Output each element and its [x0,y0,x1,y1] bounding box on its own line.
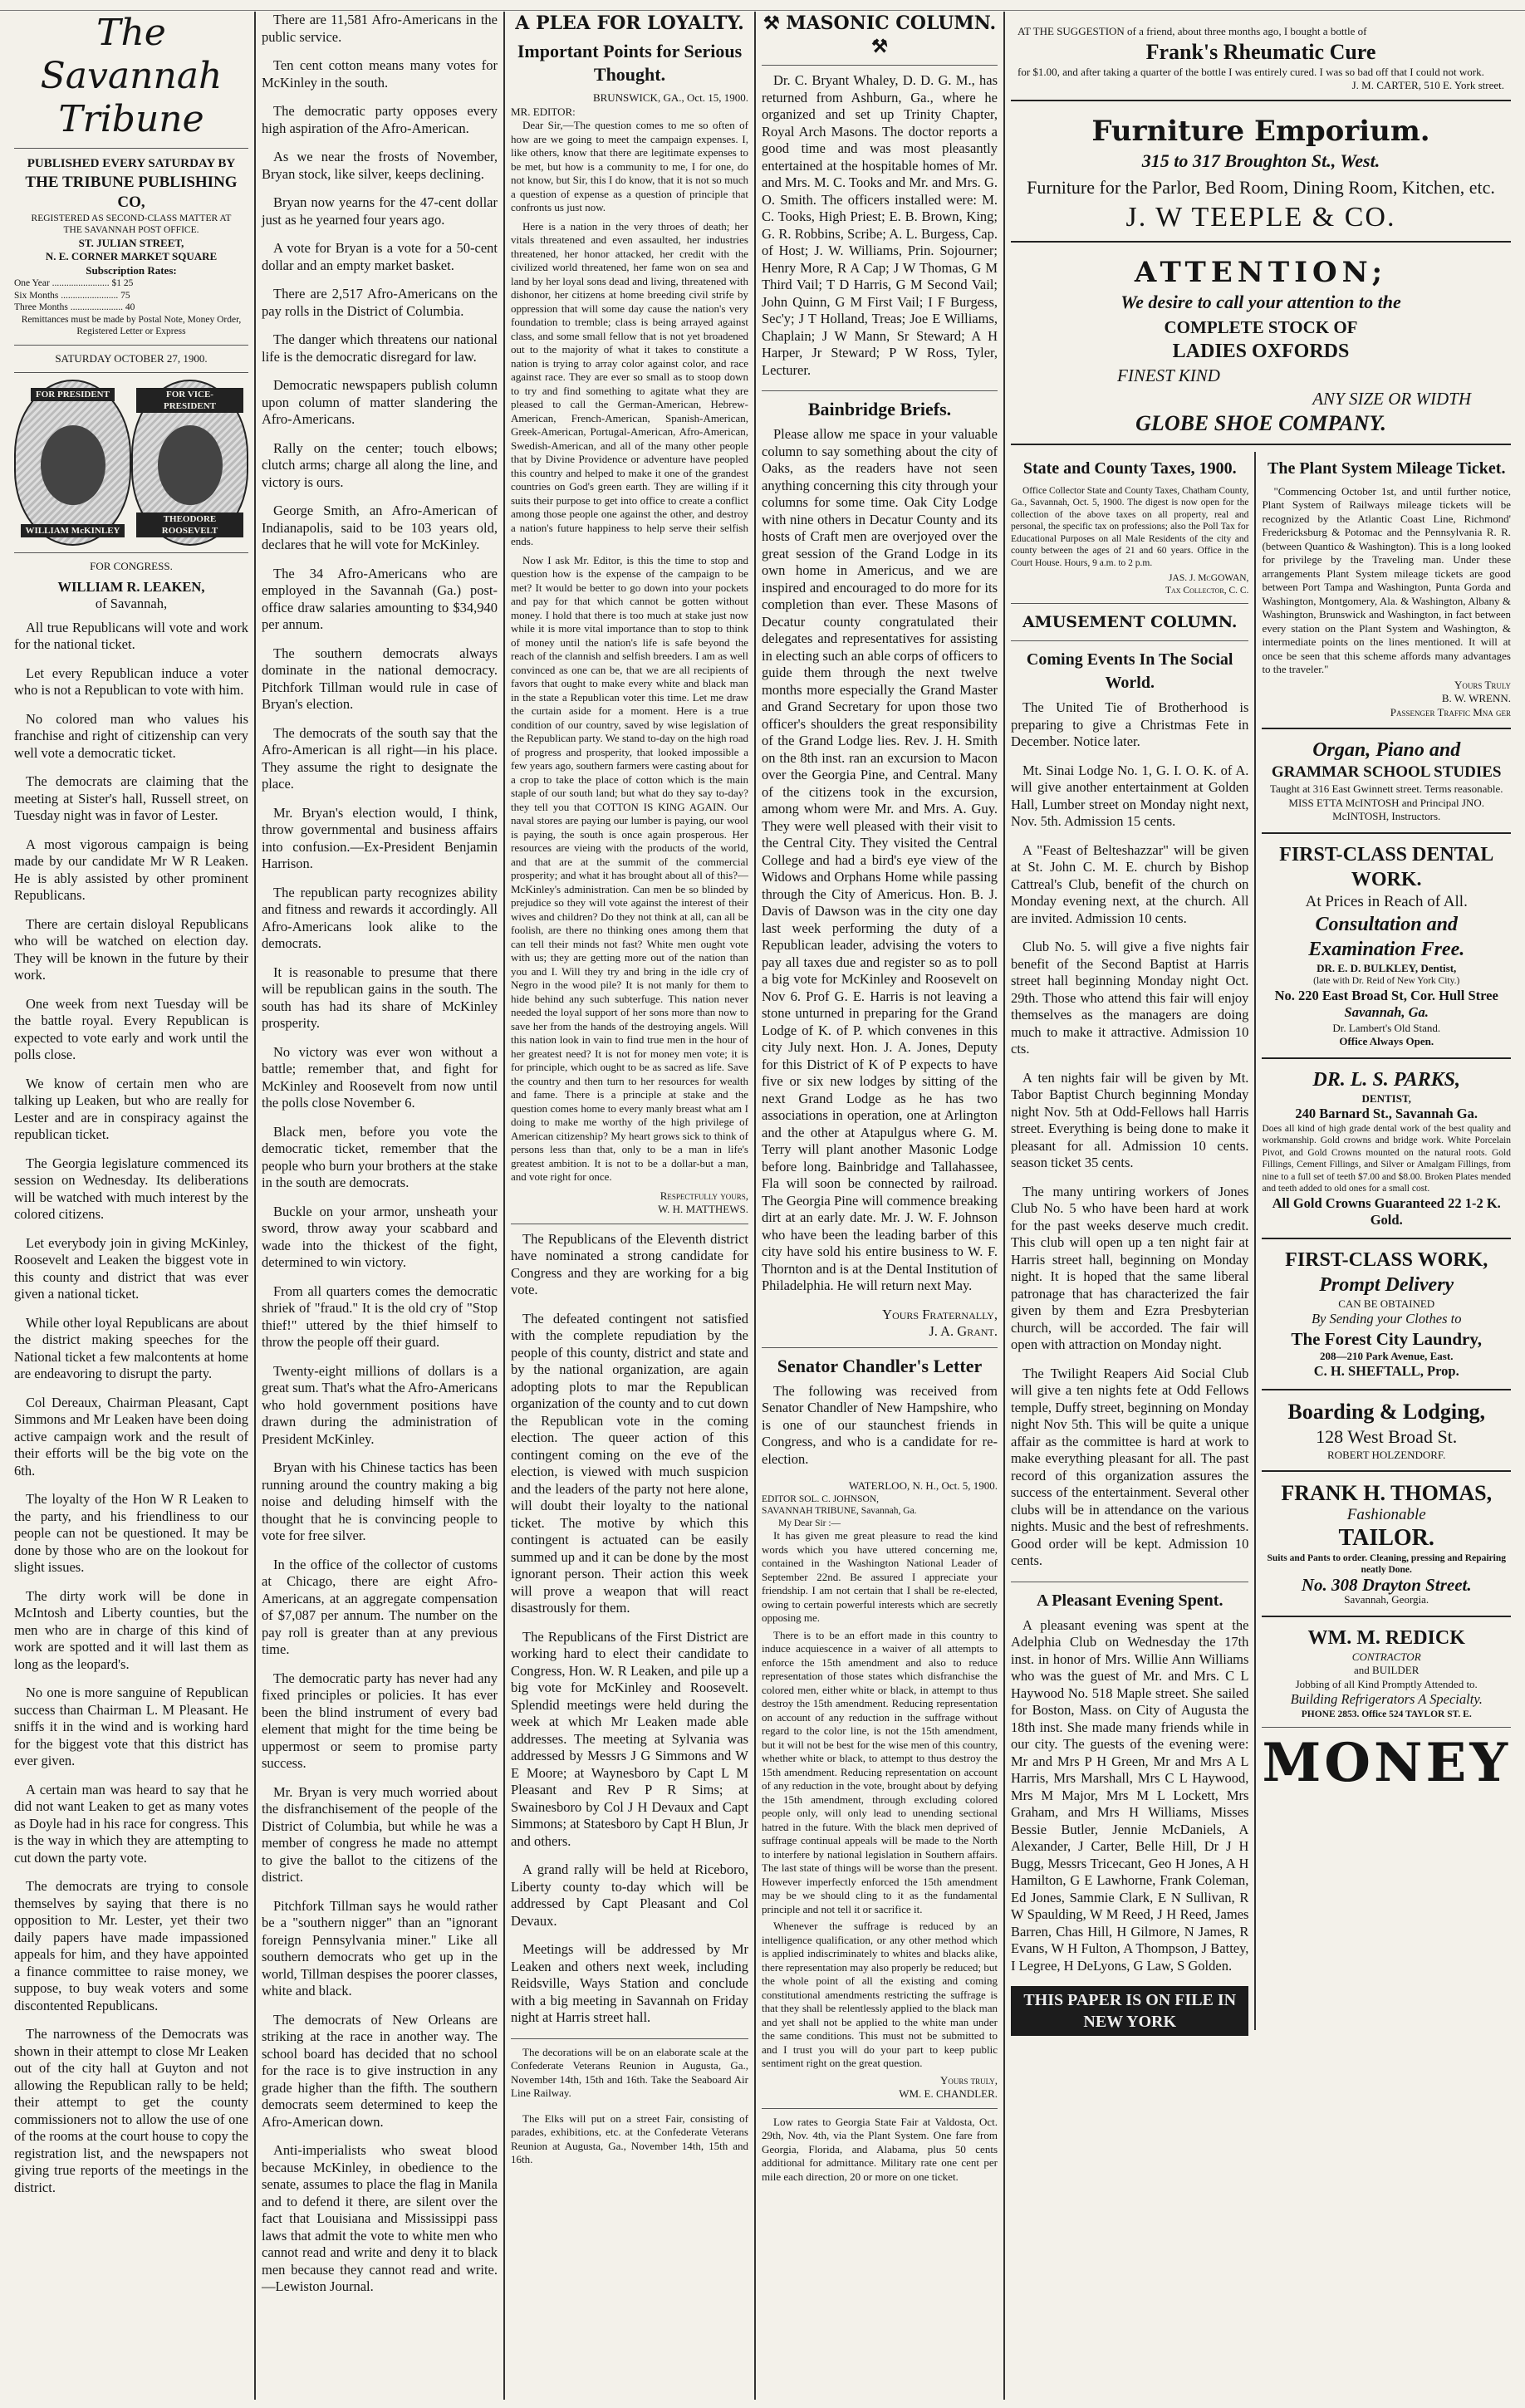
event-3: A "Feast of Belteshazzar" will be given at St. John C. M. E. church by Bishop Cattreal's Club, benefit of the church on Monday evening next, at the church. All are invited. Admission 10 cents. [1011,841,1249,926]
chandler-letter-2: There is to be an effort made in this country to induce acquiescence in a waiver of all attempts to enforce the 15th amendment and also to reduce representation of those states which disfranchise the colored men, either white or black, in attempt to thus destroy the 15th amendment. Reducing representation on account of any reduction in the suffrage without regard to the color line, is not the 15th amendment, but it will not be best for the wise men of this country, whether white or black, to attempt to thus destroy the 15th amendment. Reducing representation on account of any reduction in the vote, brought about by defying the 15th amendment, through excluding colored people only, will only lead to unending sectional hatred in the future. With the black men deprived of suffrage continual appeals will be made to the North to interfere by national legislation in Southern affairs. The last state of things will be worse than the present. However imperfectly enforced the 15th amendment may be we should cling to it as the fundamental principle and not tell it or sacrifice it. [762,1628,998,1915]
square-compass-icon: ⚒ [762,12,787,34]
item-13: The loyalty of the Hon W R Leaken to the party, and his friendliness to our people can not be questioned. It may be done by those who are on the lookout for slight issues. [14,1491,248,1575]
for-congress: FOR CONGRESS. [90,560,173,572]
furniture-title: Furniture Emporium. [1091,114,1430,148]
bainbridge-body: Please allow me space in your valuable column to say something about the city of Oaks, as the readers have not seen anything concerning this city through your columns for some time. Oak City Lodge with nine others in Decatur County and its hosts of Craft men are overjoyed over the great session of the Grand Lodge in its own home in Americus, and we are inspired and encouraged to do more for its completion than ever. These Masons of Decatur county congratulated their delegates and representatives for assisting in electing such an able corps of officers to guide them through the next twelve months more especially the Grand Master and Grand Secretary for upon those two officer's shoulders the great responsibility of the Grand Lodge lies. Rev. J. H. Smith on the 8th inst. ran an excursion to Macon over the Georgia Pine, and Central. Many of the citizens took in the excursion, among whom were Mr. and Mrs. A. Guy. They were well pleased with their visit to the Central City. They visited the Central College and had a bird's eye view of the Widows and Orphans Home while passing through the City of Americus. Hon. B. J. Davis of Dawson was in the city one day last week performing the duty of a Republican leader, advising the voters to pay all taxes due and register so as to poll a big vote for McKinley and Roosevelt on Nov 6. Prof G. E. Harris is not leaving a stone unturned in preparing for the Grand Lodge of K. of P. which convenes in this city July next. Hon. J. A. Jones, Deputy for this District of K of P expects to have five or six new lodges by sitting of the next Grand Lodge as he has two associations in operation, one at Arlington and the other at Atapulgus where G. M. Terry will plant another Masonic Lodge before long. Bainbridge and Tallahassee, Fla will soon be connected by railroad. The Georgia Pine will commence breaking dirt at an early date. Mr. J. W. F. Johnson who have been the leading barber of this city have sold his entire business to W. F. Thornton and is at the Dental Institution of Philadelphia. He will return next May. [762,426,998,1293]
item-10: Let everybody join in giving McKinley, Roosevelt and Leaken the biggest vote in this county and district that was ever given a national ticket. [14,1234,248,1302]
parks-line-2: DENTIST, [1361,1091,1411,1105]
reunion-2: The Elks will put on a street Fair, consisting of parades, exhibitions, etc. at the Confederate Veterans Reunion at Augusta, Ga., November 14th, 15th and 16th. [511,2111,748,2165]
organ-line-4: MISS ETTA McINTOSH and Principal JNO. McINTOSH, Instructors. [1288,796,1485,822]
item-17: The democrats are trying to console themselves by saying that there is no opposition to Mr. Lester, yet their two daily papers have made impassioned appeals for him, and they have appointed a finance committee to raise money, we suppose, to buy weak voters and some discontented Republicans. [14,1878,248,2013]
publisher-line-2: THE TRIBUNE PUBLISHING CO, [25,173,238,211]
laundry-line-3: CAN BE OBTAINED [1338,1297,1435,1310]
bainbridge-signoff-1: Yours Fraternally, [882,1306,998,1322]
note-23: Bryan with his Chinese tactics has been running around the country making a big noise and deluding himself with the thought that he is convincing people to vote for free silver. [262,1459,498,1543]
dental-line-7: Savannah, Ga. [1344,1004,1429,1020]
event-7: The Twilight Reapers Aid Social Club will give a ten nights fete at Odd Fellows temple, Duffy street, beginning on Monday night Nov 5th. This will be quite a unique affair as the committee is hard at work to make everything pleasant for all. The past record of this organization assures the success of the entertainment. Several other clubs will be in attendance on the various nights. Music and the best of refreshments. Good order will be kept. Admission 10 cents. [1011,1365,1249,1568]
note-21: From all quarters comes the democratic shriek of "fraud." It is the old cry of "Stop thief!" uttered by the thief himself to throw the people off their guard. [262,1282,498,1350]
tax-title: State and County Taxes, 1900. [1022,459,1237,478]
laundry-line-4: By Sending your Clothes to [1311,1311,1462,1327]
furniture-ad [1011,108,1511,243]
note-6: A vote for Bryan is a vote for a 50-cent dollar and an empty market basket. [262,240,498,273]
laundry-line-2: Prompt Delivery [1319,1273,1454,1296]
rheum-text-1: AT THE SUGGESTION of a friend, about three months ago, I bought a bottle of [1017,25,1367,37]
district-4: A grand rally will be held at Riceboro, Liberty county to-day which will be addressed by Capt Pleasant and Col Devaux. [511,1861,748,1929]
reunion-1: The decorations will be on an elaborate scale at the Confederate Veterans Reunion in Augusta, Ga., November 14th, 15th and 16th. Take the Seaboard Air Line Railway. [511,2045,748,2099]
item-6: There are certain disloyal Republicans who will be watched on election day. They will be known in the future by their work. [14,915,248,983]
plea-editor: MR. EDITOR: [511,105,576,118]
laundry-ad [1262,1248,1511,1381]
plant-sig-1: Yours Truly [1454,678,1511,691]
district-5: Meetings will be addressed by Mr Leaken and others next week, including Reidsville, Ways Station and conclude with a big meeting in Savannah on Friday night at Harris street hall. [511,1941,748,2025]
note-26: Mr. Bryan is very much worried about the disfranchisement of the people of the District of Columbia, but while he was a member of congress he made no attempt to give the ballot to the citizens of the district. [262,1783,498,1885]
plea-header: A PLEA FOR LOYALTY. [515,12,744,34]
masonic-header [762,12,998,58]
rate-3: Three Months ...................... 40 [14,302,135,312]
plea-resp: Respectfully yours, [660,1189,748,1202]
chandler-letter-1: It has given me great pleasure to read the kind words which you have uttered concerning me, contained in the Washington National Leader of September 22nd. Be assured I appreciate your friendship. I am not certain that I shall be re-elected, owing to certain powerful interests which are secretly opposing me. [762,1529,998,1624]
column-editorial-notes [256,12,505,2400]
item-3: No colored man who values his franchise and right of citizenship can very well vote a democratic ticket. [14,710,248,761]
item-12: Col Dereaux, Chairman Pleasant, Capt Simmons and Mr Leaken have been doing active campaign work and the result of their efforts will be the big vote on the 6th. [14,1394,248,1479]
item-7: One week from next Tuesday will be the battle royal. Every Republican is expected to vote early and work until the polls close. [14,995,248,1062]
item-18: The narrowness of the Democrats was shown in their attempt to close Mr Leaken out of the city hall at Guyton and not allowing the Republican rally to be held; their attempt to get the county commissioners not to allow the use of one of the rooms at the court house to copy the registration list, and the newspapers not giving true reports of the meetings in the district. [14,2026,248,2195]
item-14: The dirty work will be done in McIntosh and Liberty counties, but the men who are in charge of this kind of work are spotted and it will last them as long as the leopard's. [14,1587,248,1672]
chandler-signer: WM. E. CHANDLER. [899,2087,998,2100]
note-24: In the office of the collector of customs at Chicago, there are eight Afro-Americans, at an aggregate compensation of $7,087 per annum. The number on the pay roll is greater than at any previous time. [262,1556,498,1657]
attention-oxfords: LADIES OXFORDS [1172,340,1350,362]
plant-sig-2: B. W. WRENN. [1441,692,1511,704]
note-1: There are 11,581 Afro-Americans in the public service. [262,12,498,45]
rheum-text-2: for $1.00, and after taking a quarter of the bottle I was entirely cured. I was so bad off that I could not work. [1017,65,1484,78]
tailor-line-6: Savannah, Georgia. [1344,1593,1429,1606]
note-3: The democratic party opposes every high aspiration of the Afro-American. [262,103,498,136]
note-20: Buckle on your armor, unsheath your sword, throw away your scabbard and wade into the thickest of the fight, determined to win victory. [262,1203,498,1270]
rates-heading: Subscription Rates: [86,263,177,277]
note-27: Pitchfork Tillman says he would rather be a "southern nigger" than an "ignorant foreign Pennsylvania miner." Like all southern democrats who get up in the world, Tillman despises the poorer classes, white and black. [262,1897,498,1998]
dental-line-6: No. 220 East Broad St, Cor. Hull Stree [1274,987,1498,1003]
organ-line-3: Taught at 316 East Gwinnett street. Terms reasonable. [1269,782,1503,795]
tailor-line-5: No. 308 Drayton Street. [1301,1574,1472,1595]
column-taxes-amusements [1005,452,1256,2030]
bainbridge-signoff-2: J. A. Grant. [929,1323,998,1339]
rheum-product: Frank's Rheumatic Cure [1145,39,1376,64]
president-portrait [14,380,131,546]
remittance-note: Remittances must be made by Postal Note, Money Order, Registered Letter or Express [21,314,242,336]
tailor-line-3: TAILOR. [1338,1524,1434,1551]
parks-line-5: All Gold Crowns Guaranteed 22 1-2 K. Gold. [1272,1194,1501,1228]
dental-line-2: At Prices in Reach of All. [1305,892,1468,910]
district-1: The Republicans of the Eleventh district have nominated a strong candidate for Congress and they are working for a big vote. [511,1230,748,1297]
event-1: The United Tie of Brotherhood is preparing to give a Christmas Fete in December. Notice later. [1011,699,1249,749]
state-fair-notice: Low rates to Georgia State Fair at Valdosta, Oct. 29th, Nov. 4th, via the Plant System. One fare from Georgia, Florida, and Alabama, plus 50 cents additional for admittance. Military rate one cent per mile each direction, 20 or more on one ticket. [762,2115,998,2183]
board-line-1: Boarding & Lodging, [1287,1399,1486,1424]
redick-line-3: and BUILDER [1354,1664,1420,1676]
note-4: As we near the frosts of November, Bryan stock, like silver, keeps declining. [262,149,498,182]
note-22: Twenty-eight millions of dollars is a great sum. That's what the Afro-Americans who hold government positions have drawn during the administration of President McKinley. [262,1362,498,1447]
vp-portrait [131,380,248,546]
address-2: N. E. CORNER MARKET SQUARE [45,250,218,262]
dental-line-8: Dr. Lambert's Old Stand. [1332,1021,1441,1034]
for-vp-label: FOR VICE-PRESIDENT [136,388,243,413]
board-line-3: ROBERT HOLZENDORF. [1327,1448,1446,1461]
furniture-line: Furniture for the Parlor, Bed Room, Dining Room, Kitchen, etc. [1027,176,1495,198]
laundry-line-1: FIRST-CLASS WORK, [1285,1248,1488,1271]
chandler-addressee-2: SAVANNAH TRIBUNE, Savannah, Ga. [762,1506,917,1516]
columns [8,12,1517,2400]
column-plea-for-loyalty [505,12,756,2400]
note-11: George Smith, an Afro-American of Indianapolis, said to be 103 years old, declares that he will vote for McKinley. [262,503,498,552]
registration-1: REGISTERED AS SECOND-CLASS MATTER AT [31,213,232,223]
note-10: Rally on the center; touch elbows; clutch arms; charge all along the line, and victory is ours. [262,439,498,490]
tailor-line-2: Fashionable [1346,1506,1426,1523]
amusement-header: AMUSEMENT COLUMN. [1022,613,1238,631]
redick-line-4: Jobbing of all Kind Promptly Attended to. [1295,1677,1478,1690]
column-masthead [8,12,256,2400]
chandler-dateline: WATERLOO, N. H., Oct. 5, 1900. [848,1479,998,1492]
laundry-line-5: The Forest City Laundry, [1291,1328,1482,1349]
rheum-signer: J. M. CARTER, 510 E. York street. [1351,79,1504,91]
note-9: Democratic newspapers publish column upon column of matter slandering the Afro-Americans. [262,377,498,427]
column-masonic [756,12,1005,2400]
note-2: Ten cent cotton means many votes for McKinley in the south. [262,57,498,91]
dental-line-4: DR. E. D. BULKLEY, Dentist, [1317,961,1457,974]
tax-body: Office Collector State and County Taxes, Chatham County, Ga., Savannah, Oct. 5, 1900. The digest is now open for the collection of the above taxes on all property, real and personal, the specific tax on professions; also the Poll Tax for Educational Purposes on all Male Residents of the city and county between the ages of 21 and 60 years. Office in the Court House. Hours, 9 a.m. to 2 p.m. [1011,485,1249,568]
new-york-file-notice: THIS PAPER IS ON FILE IN NEW YORK [1011,1986,1248,2036]
item-8: We know of certain men who are talking up Leaken, but who are really for Lester and are in conspiracy against the republican ticket. [14,1075,248,1142]
attention-stock: COMPLETE STOCK OF [1164,316,1358,337]
square-compass-icon-2: ⚒ [871,36,888,57]
chandler-addressee-1: EDITOR SOL. C. JOHNSON, [762,1493,879,1504]
bulkley-dental-ad [1262,842,1511,1049]
item-4: The democrats are claiming that the meeting at Sister's hall, Russell street, on Tuesday night was in favor of Lester. [14,773,248,823]
congress-candidate: WILLIAM R. LEAKEN, [57,578,205,595]
plant-sig-3: Passenger Traffic Mna ger [1390,705,1511,718]
furniture-firm: J. W TEEPLE & CO. [1125,201,1396,233]
note-15: Mr. Bryan's election would, I think, throw governmental and business affairs into confusion.—Ex-President Benjamin Harrison. [262,804,498,871]
tailor-line-4: Suits and Pants to order. Cleaning, pressing and Repairing neatly Done. [1267,1552,1506,1575]
redick-ad [1262,1626,1511,1721]
laundry-line-6: 208—210 Park Avenue, East. [1319,1349,1454,1362]
parks-line-4: Does all kind of high grade dental work of the best quality and workmanship. Gold crowns and bridge work. White Porcelain Pivot, and Gold Crowns mounted on the natural roots. Gold Fillings, Cement Fillings, and Silver or Amalgam Fillings, from nine to a full set of teeth $7.00 and $8.00. Broken Plates mended and teeth added to old ones for a small cost. [1262,1123,1511,1194]
dental-line-3: Consultation and Examination Free. [1308,913,1465,960]
dental-line-1: FIRST-CLASS DENTAL WORK. [1279,843,1494,890]
event-2: Mt. Sinai Lodge No. 1, G. I. O. K. of A. will give another entertainment at Golden Hall, Lumber street on Monday night next, Nov. 5th. Admission 15 cents. [1011,762,1249,829]
issue-date: SATURDAY OCTOBER 27, 1900. [55,351,208,365]
boarding-ad [1262,1399,1511,1463]
column-business-ads [1256,452,1517,2030]
laundry-line-7: C. H. SHEFTALL, Prop. [1313,1363,1459,1379]
pleasant-evening-body: A pleasant evening was spent at the Adelphia Club on Wednesday the 17th inst. in honor of Mrs. Willie Ann Williams who was the guest of Mr. and Mrs. C L Haywood No. 518 Maple street. She sailed for Boston, Mass. on City of Augusta the 18th inst. She made many friends while in our city. The guests of the evening were: Mr and Mrs P H Green, Mr and Mrs A L Harris, Mrs Marshall, Mrs C L Haywood, Mrs M Major, Mrs M L Lockett, Mrs Graham, and Mrs H Williams, Misses Bessie Butler, Jennie McDaniels, A Alexander, J Carter, Belle Hill, Dr J H Bugg, Messrs Tricecant, Geo H Jones, A H Hamilton, G E Lawhorne, Frank Coleman, Ed Jones, Sammie Clark, E N Sullivan, R W Spaulding, W M Reed, J H Reed, James Barren, Chas Hill, H Gilmore, N James, R Evans, W H Fulton, A Thompson, J Battey, I Legree, H DeLyons, G Law, S Golden. [1011,1616,1249,1974]
note-8: The danger which threatens our national life is the democratic disregard for law. [262,331,498,365]
note-16: The republican party recognizes ability and fitness and rewards it accordingly. All Afro-Americans look alike to the democrats. [262,884,498,951]
column-advertising [1005,12,1517,2400]
note-18: No victory was ever won without a battle; remember that, and fight for McKinley and Roosevelt from now until the polls close November 6. [262,1043,498,1111]
item-9: The Georgia legislature commenced its session on Wednesday. Its deliberations will be watched with much interest by the colored citizens. [14,1155,248,1222]
parks-line-3: 240 Barnard St., Savannah Ga. [1295,1106,1478,1121]
event-4: Club No. 5. will give a five nights fair benefit of the Second Baptist at Harris street hall beginning Monday night Oct. 29th. Those who attend this fair will enjoy themselves as the managers are doing much to make it attractive. Admission 10 cts. [1011,939,1249,1057]
plea-body-2: Here is a nation in the very throes of death; her vitals threatened and even assaulted, her industries threatened, her honor attacked, her credit with the civilized world threatened, her fame won on sea and land by her loyal sons dead and living, threatened with dishonor, her citizens at home breeding civil strife by oppression that will some day cause the nation's very foundation to tremble; class is being arrayed against class, and some small fellow that is not yet broadened out to the majority of what it takes to constitute a nation is trying to array color against color, and race against race. They are ever so small as to stoop down to try and find something to agitate what they are pleased to call the German-American, Hebrew-American, French-American, Spanish-American, Greek-American, Portugal-American, Afro-American, Swedish-American, and all of the many other people that by Divine Providence or adventure have peopled this country and helped to make it one of the grandest countries on God's green earth. They are willing if it suits their purpose to get into office to create a conflict among those people one against the other, and destroy a nation's future happiness to help serve their selfish ends. [511,219,748,547]
tailor-ad [1262,1480,1511,1607]
chandler-salute: My Dear Sir :— [778,1518,841,1528]
parks-dental-ad [1262,1067,1511,1229]
address-1: ST. JULIAN STREET, [78,236,184,249]
registration-2: THE SAVANNAH POST OFFICE. [63,225,199,235]
candidate-portraits [14,380,248,546]
masthead-title: The Savannah Tribune [40,12,223,140]
globe-shoe-ad [1011,249,1511,445]
vp-name: THEODORE ROOSEVELT [136,512,243,537]
masonic-header-text: MASONIC COLUMN. [786,12,997,34]
president-head [41,425,105,505]
rate-1: One Year ........................ $1 25 [14,278,134,288]
note-7: There are 2,517 Afro-Americans on the pay rolls in the District of Columbia. [262,286,498,319]
note-12: The 34 Afro-Americans who are employed in the Savannah (Ga.) post-office draw salaries amounting to $34,940 per annum. [262,565,498,632]
attention-company: GLOBE SHOE COMPANY. [1135,410,1386,435]
rate-2: Six Months ........................ 75 [14,290,130,301]
dental-line-9: Office Always Open. [1339,1035,1434,1047]
note-14: The democrats of the south say that the Afro-American is all right—in his place. They assume the right to designate the place. [262,724,498,792]
attention-size: ANY SIZE OR WIDTH [1312,388,1471,409]
top-border [0,0,1525,11]
note-19: Black men, before you vote the democratic ticket, remember that the people who burn your brothers at the stake in the south are democrats. [262,1123,498,1190]
plea-body-3: Now I ask Mr. Editor, is this the time to stop and question how is the expense of the campaign to be met? It would be better to go down into your pockets and pay for that which cannot be gotten without money. I hold that there is too much at stake just now while it is more vital importance than to stop to think of money until the nation's life is safe beyond the reach of the clannish and selfish breeders. I am as well convinced as one can be, that we are all recipients of favors that ought to make every white and black man in the state a Republican voter this time. Let me draw the curtain aside for a moment. Here is a true condition of our country, saved by wise legislation of the Republican party. We stand to-day on the high road of progress and prosperity, that looked impossible a few years ago, southern farmers were casting about for a crop to take the place of cotton which is the main staple of our south land; but what do they say to-day? they tell you that COTTON IS KING AGAIN. Our naval stores are paying our lumber is paying, our wool is paying, the south is once again prosperous. Her resources are vieing with the products of the world, and that are at the summit of the commercial prosperity; and what it has brought about all of this?—McKinley's administration. Can men be so blinded by prejudice so they will vote against the interest of their wives and children? Do they not think at all, can all be foolish, are there no thinking ones among them that can tell their minds not fast? White men ought vote with us; they are getting more out of the nation than you and I. Will they try and bring in the idle cry of Negro in the wood pile? It is not manly for them to hide behind any such subterfuge. This nation never needed the loyal support of her sons more than now to save her from the hands of the destroying angels. Will this nation look in vain to find true men in the hour of her greatest need? It is not for money men vote; it is for principle, which ought to be as sacred as life. Save the country and then turn to her resources for wealth and fame. There is a principle at stake and the question comes home to every manly breast what am I doing to make me worthy of the high privilege of American citizenship? My heart grows sick to think of persons less than that, only to be a man in life's greatest ambition. It is not to be a dollar-but a man, and vote right for once. [511,553,748,1183]
candidate-city: of Savannah, [95,596,168,611]
event-6: The many untiring workers of Jones Club No. 5 who have been hard at work for the past weeks deserve much credit. This club will open up a ten night fair at Harris street hall, beginning on Monday night. It is hoped that the same liberal patronage that has characterized the fair given by them and Ezra Presbyterian church, will be accorded. The fair will open with attraction on Monday night. [1011,1183,1249,1352]
plant-title: The Plant System Mileage Ticket. [1267,459,1506,478]
plea-title: Important Points for Serious Thought. [517,41,743,85]
item-1: All true Republicans will vote and work for the national ticket. [14,619,248,652]
plea-dateline: BRUNSWICK, GA., Oct. 15, 1900. [592,91,748,104]
tax-signer: JAS. J. McGOWAN, [1169,573,1249,583]
attention-kind: FINEST KIND [1117,365,1220,385]
district-2: The defeated contingent not satisfied with the complete repudiation by the people of this county, district and state and by the national organization, are again adopting plots to mar the Republican organization of the county and to cut down the Republican vote in the coming election. The queer action of this contingent coming on the eve of the election, is viewed with much suspicion and the leaders of the party not here alone, will doubt their loyalty to the national ticket. The motive by which this contingent is actuated can be easily summed up and it can be done by the most ignorant person. Their action this week will prove a weapon that will react disastrously for them. [511,1310,748,1616]
note-17: It is reasonable to presume that there will be republican gains in the south. The south has had its share of McKinley prosperity. [262,964,498,1031]
chandler-intro: The following was received from Senator Chandler of New Hampshire, who is one of our staunchest friends in Congress, and who is a candidate for re-election. [762,1382,998,1467]
item-15: No one is more sanguine of Republican success than Chairman L. M Pleasant. He sniffs it in the wind and is working hard for the biggest vote that this district has ever given. [14,1685,248,1768]
note-29: Anti-imperialists who sweat blood because McKinley, in obedience to the senate, assumes to place the flag in Manila and to defend it there, are silent over the fact that Louisiana and Mississippi pass laws that admit the vote to white men who cannot read and write and deny it to black men because they cannot read and write.—Lewiston Journal. [262,2142,498,2294]
attention-line: We desire to call your attention to the [1120,291,1401,312]
money-ad: MONEY [1262,1732,1511,1794]
note-28: The democrats of New Orleans are striking at the race in another way. The school board has decided that no school for the race is to give instruction in any grade higher than the fifth. The southern democrats seem determined to keep the Afro-American down. [262,2011,498,2130]
president-name: WILLIAM McKINLEY [21,524,125,537]
note-5: Bryan now yearns for the 47-cent dollar just as he yearned four years ago. [262,194,498,228]
bainbridge-title: Bainbridge Briefs. [807,399,952,419]
tailor-line-1: FRANK H. THOMAS, [1281,1481,1493,1505]
vp-head [158,425,223,505]
masonic-1: Dr. C. Bryant Whaley, D. D. G. M., has returned from Ashburn, Ga., where he organized and set up Trinity Chapter, Royal Arch Masons. The doctor reports a good time and was most pleasantly entertained at the hospitable homes of Mr. and Mrs. M. C. Tooks and Mr. and Mrs. G. O. Smith. The officers installed were: M. C. Tooks, High Priest; E. B. Brown, King; G. R. Robbins, Scribe; A. L. Burgess, Cap. of Host; J. W. Williams, Prin. Sojourner; Henry More, R A Cap; J W Thomas, G M Third Vail; T D Harris, G M Second Vail; John Quinn, G M First Vail; I F Burgess, Sec'y; J T Holland, Treas; Joe E Williams, Chaplain; J W Mann, Sr Steward; A H Harper, Jr Steward; P W Ross, Tyler, Lecturer. [762,72,998,378]
pleasant-evening-title: A Pleasant Evening Spent. [1036,1591,1223,1610]
note-13: The southern democrats always dominate in the national democracy. Pitchfork Tillman would rule in case of Bryan's election. [262,645,498,712]
chandler-letter-3: Whenever the suffrage is reduced by an intelligence qualification, or any other method which is applied indiscriminately to whites and blacks alike, there representation may also properly be reduced; but the whole point of all the existing and coming constitutional amendments restricting the suffrage is that they shall be relentlessly applied to the black man and yet shall not be applied to the white man under the same conditions. This must not be submitted to and I trust you will do your part to keep public sentiment right on the great question. [762,1920,998,2069]
redick-line-5: Building Refrigerators A Specialty. [1290,1691,1483,1707]
item-16: A certain man was heard to say that he did not want Leaken to get as many votes as Doyle had in his race for congress. This is the way in which they are attempting to cut down the party vote. [14,1781,248,1866]
chandler-title: Senator Chandler's Letter [777,1355,983,1376]
parks-line-1: DR. L. S. PARKS, [1312,1068,1461,1091]
rheumatic-cure-ad [1011,18,1511,101]
organ-line-1: Organ, Piano and [1312,739,1461,761]
event-5: A ten nights fair will be given by Mt. Tabor Baptist Church beginning Monday night Nov. 5th at Odd-Fellows hall Harris street. Everything is being done to make it pleasant for all. Admission 10 cents. season ticket 35 cents. [1011,1069,1249,1170]
board-line-2: 128 West Broad St. [1316,1425,1458,1447]
plea-signer: W. H. MATTHEWS. [658,1203,748,1215]
plant-body: "Commencing October 1st, and until further notice, Plant System of Railways mileage tickets will be recognized by the Atlantic Coast Line, Richmond' Fredericksburg & Potomac and the Pennsylvania R. R. (between Quantico & Washington). This is a long looked for privilege by the Traveling man. Under these arrangements Plant System mileage tickets are good between Port Tampa and Washington, Punta Gorda and Washington, Montgomery, Ala. & Washington, Albany & Washington, Brunswick and Washington, in fact between every station on the Plant System and Washington, & intermediate points on the lines mentioned. It will at once be seen that this scheme affords many advantages to the traveler." [1262,484,1511,675]
item-5: A most vigorous campaign is being made by our candidate Mr W R Leaken. He is ably assisted by other prominent Republicans. [14,836,248,903]
chandler-yours: Yours truly, [940,2073,998,2087]
plea-body-1: Dear Sir,—The question comes to me so often of how are we going to meet the campaign expenses. I, like others, know that there are legitimate expenses to be met, but how is a community to me, I for one, do not know, but Sir, this I do know, that it is not so much a question of expense as a question of principle that confronts us just now. [511,119,748,213]
music-ad [1262,738,1511,824]
item-11: While other loyal Republicans are about the district making speeches for the National ticket a few malcontents at home are endeavoring to disrupt the party. [14,1314,248,1381]
coming-events-title: Coming Events In The Social World. [1026,650,1233,692]
redick-line-1: WM. M. REDICK [1307,1626,1465,1649]
redick-line-2: CONTRACTOR [1351,1650,1421,1663]
redick-line-6: PHONE 2853. Office 524 TAYLOR ST. E. [1301,1709,1472,1719]
furniture-address: 315 to 317 Broughton St., West. [1141,150,1380,171]
tax-signer-title: Tax Collector, C. C. [1165,585,1249,596]
publisher-line-1: PUBLISHED EVERY SATURDAY BY [27,157,236,170]
district-3: The Republicans of the First District are working hard to elect their candidate to Congress, Hon. W. R Leaken, and pile up a big vote for McKinley and Roosevelt. Splendid meetings were held during the week at which Mr Leaken made able addresses. The meeting at Sylvania was addressed by Messrs J G Simmons and W E Moore; at Waynesboro by Capt L M Pleasant and Rev P R Sims; at Swainesboro by Col J H Devaux and Capt Simmons; at Statesboro by Capt H Blun, Jr and others. [511,1628,748,1849]
organ-line-2: GRAMMAR SCHOOL STUDIES [1271,763,1502,781]
attention-title: ATTENTION; [1134,255,1388,289]
item-2: Let every Republican induce a voter who is not a Republican to vote with him. [14,665,248,698]
dental-line-5: (late with Dr. Reid of New York City.) [1313,976,1460,986]
note-25: The democratic party has never had any fixed principles or policies. It has ever been the blind instrument of every bad element that might for the time being be uppermost or seem to promise party success. [262,1670,498,1771]
for-president-label: FOR PRESIDENT [31,388,115,401]
